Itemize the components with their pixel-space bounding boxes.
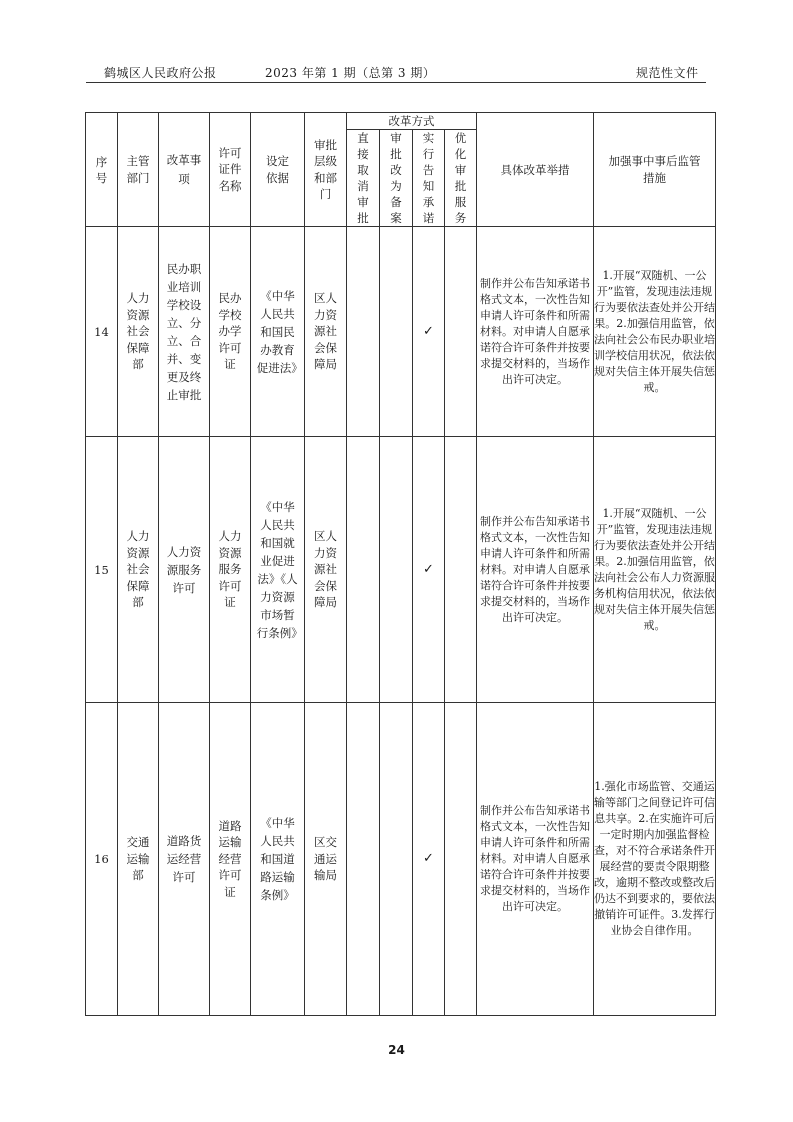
row-license: 人力资源服务许可证	[210, 437, 251, 703]
col-header-basis: 设定依据	[251, 113, 305, 227]
row-measures: 制作并公布告知承诺书格式文本，一次性告知申请人许可条件和所需材料。对申请人自愿承诺符合许可条件并按要求提交材料的，当场作出许可决定。	[477, 437, 594, 703]
row-supervision: 1.开展“双随机、一公开”监管，发现违法违规行为要依法查处并公开结果。2.加强信用监管，依法向社会公布人力资源服务机构信用状况，依法依规对失信主体开展失信惩戒。	[594, 437, 716, 703]
row-item: 人力资源服务许可	[159, 437, 210, 703]
row-basis: 《中华人民共和国道路运输条例》	[251, 703, 305, 1016]
col-header-method-notify: 实行告知承诺	[413, 130, 445, 227]
col-header-supervision: 加强事中事后监管措施	[594, 113, 716, 227]
col-header-dept: 主管部门	[118, 113, 159, 227]
row-supervision: 1.开展“双随机、一公开”监管，发现违法违规行为要依法查处并公开结果。2.加强信用监管，依法向社会公布民办职业培训学校信用状况，依法依规对失信主体开展失信惩戒。	[594, 227, 716, 437]
header-row	[86, 113, 716, 130]
bulletin-title: 鹤城区人民政府公报	[104, 66, 217, 80]
col-header-level: 审批层级和部门	[305, 113, 347, 227]
header-divider	[86, 82, 706, 83]
row-method-notify-check: ✓	[413, 227, 445, 437]
row-level: 区人力资源社会保障局	[305, 437, 347, 703]
section-title: 规范性文件	[636, 66, 699, 80]
row-seq: 14	[86, 227, 118, 437]
col-header-method-cancel: 直接取消审批	[347, 130, 380, 227]
row-basis: 《中华人民共和国就业促进法》《人力资源市场暂行条例》	[251, 437, 305, 703]
col-header-measures: 具体改革举措	[477, 113, 594, 227]
row-method-cancel	[347, 703, 380, 1016]
row-level: 区交通运输局	[305, 703, 347, 1016]
col-header-method-optimize: 优化审批服务	[445, 130, 477, 227]
row-supervision: 1.强化市场监管、交通运输等部门之间登记许可信息共享。2.在实施许可后一定时期内加强监督检查，对不符合承诺条件开展经营的要责令限期整改，逾期不整改或整改后仍达不到要求的，要依法撤销许可证件。3.发挥行业协会自律作用。	[594, 703, 716, 1016]
col-header-seq: 序号	[86, 113, 118, 227]
row-method-filing	[380, 437, 413, 703]
row-method-filing	[380, 703, 413, 1016]
row-method-optimize	[445, 703, 477, 1016]
row-method-cancel	[347, 437, 380, 703]
table-row	[86, 227, 716, 437]
row-measures: 制作并公布告知承诺书格式文本，一次性告知申请人许可条件和所需材料。对申请人自愿承诺符合许可条件并按要求提交材料的，当场作出许可决定。	[477, 227, 594, 437]
row-dept: 交通运输部	[118, 703, 159, 1016]
table-row	[86, 703, 716, 1016]
row-basis: 《中华人民共和国民办教育促进法》	[251, 227, 305, 437]
reform-table	[85, 112, 716, 1016]
page-number: 24	[388, 1043, 405, 1057]
row-dept: 人力资源社会保障部	[118, 437, 159, 703]
row-item: 道路货运经营许可	[159, 703, 210, 1016]
row-license: 民办学校办学许可证	[210, 227, 251, 437]
col-header-item: 改革事项	[159, 113, 210, 227]
col-header-method-filing: 审批改为备案	[380, 130, 413, 227]
table-row	[86, 437, 716, 703]
row-dept: 人力资源社会保障部	[118, 227, 159, 437]
row-method-optimize	[445, 437, 477, 703]
row-method-notify-check: ✓	[413, 437, 445, 703]
row-level: 区人力资源社会保障局	[305, 227, 347, 437]
row-method-optimize	[445, 227, 477, 437]
row-seq: 15	[86, 437, 118, 703]
row-measures: 制作并公布告知承诺书格式文本，一次性告知申请人许可条件和所需材料。对申请人自愿承诺符合许可条件并按要求提交材料的，当场作出许可决定。	[477, 703, 594, 1016]
row-method-notify-check: ✓	[413, 703, 445, 1016]
row-item: 民办职业培训学校设立、分立、合并、变更及终止审批	[159, 227, 210, 437]
row-seq: 16	[86, 703, 118, 1016]
row-method-filing	[380, 227, 413, 437]
row-license: 道路运输经营许可证	[210, 703, 251, 1016]
col-header-method-group: 改革方式	[347, 113, 477, 130]
row-method-cancel	[347, 227, 380, 437]
col-header-license: 许可证件名称	[210, 113, 251, 227]
issue-number: 2023 年第 1 期（总第 3 期）	[265, 66, 436, 80]
